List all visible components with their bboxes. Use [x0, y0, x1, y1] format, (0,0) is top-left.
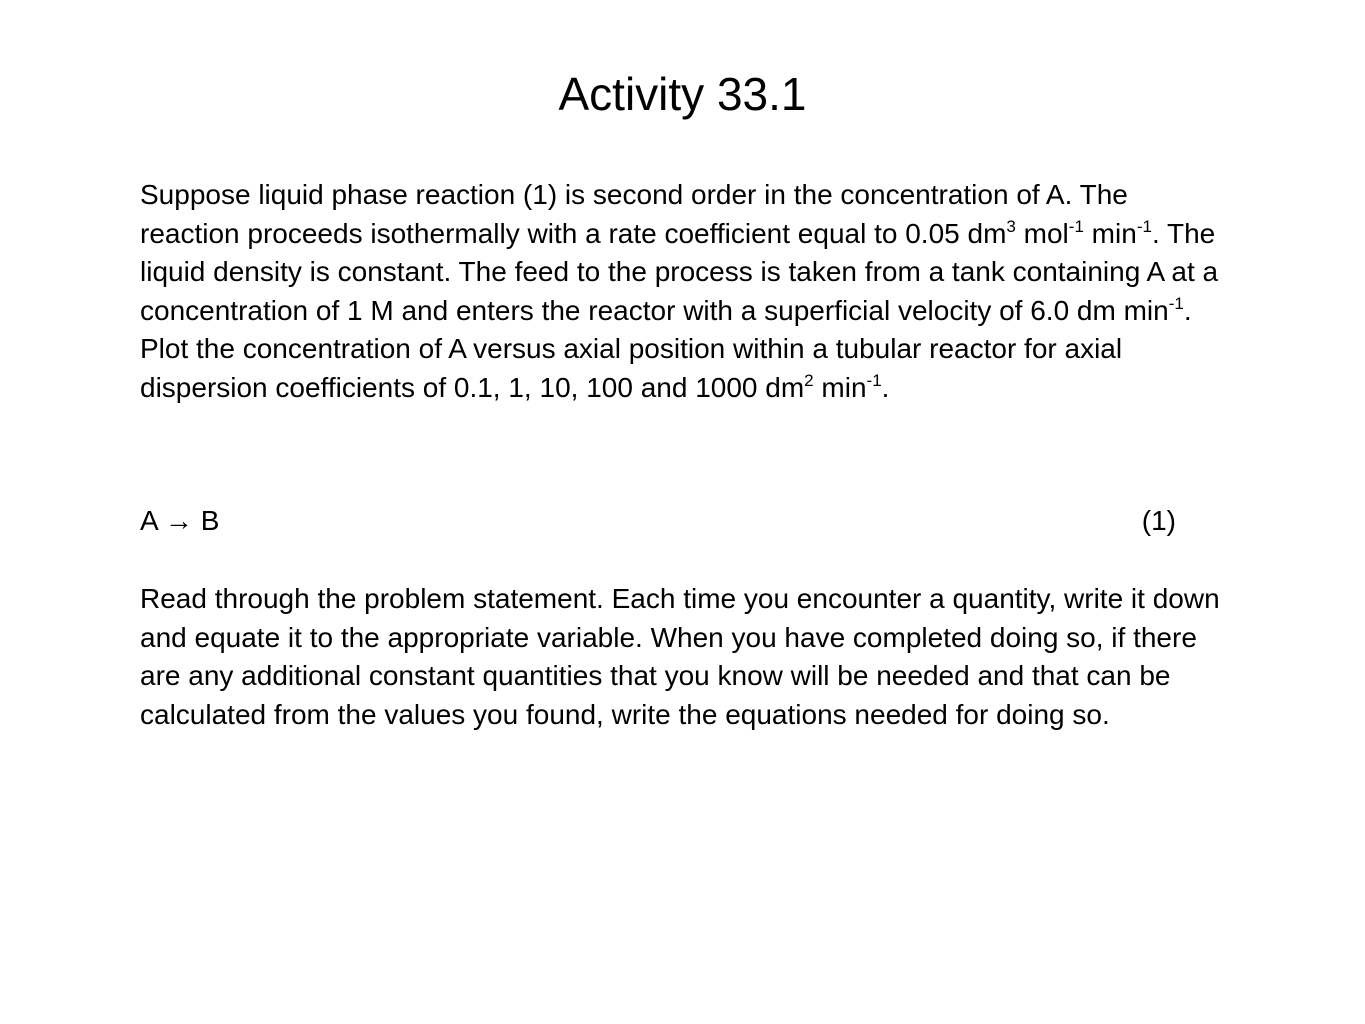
problem-text: . The liquid density is constant. The feed to the process is taken from a tank containing A at a concentration of 1 M and enters the reactor with a superficial velocity of 6.0 dm min	[140, 217, 1219, 326]
superscript: -1	[1136, 216, 1152, 236]
superscript: -1	[1068, 216, 1084, 236]
problem-text: min	[813, 371, 867, 403]
problem-text: mol	[1015, 217, 1069, 249]
superscript: -1	[1168, 293, 1184, 313]
equation-number: (1)	[1141, 505, 1176, 536]
page-title: Activity 33.1	[558, 67, 807, 120]
problem-text: Suppose liquid phase reaction (1) is second order in the concentration of A. The reaction proceeds isothermally with a rate coefficient equal to 0.05 dm	[140, 179, 1128, 249]
problem-text: .	[881, 371, 890, 403]
reaction-equation-row	[140, 502, 1176, 540]
superscript: 2	[804, 370, 814, 390]
problem-text: min	[1083, 217, 1137, 249]
superscript: 3	[1006, 216, 1016, 236]
reaction-equation: A → B	[140, 505, 220, 536]
problem-text: . Plot the concentration of A versus axial position within a tubular reactor for axial dispersion coefficients of 0.1, 1, 10, 100 and 1000 dm	[140, 294, 1192, 403]
instructions-paragraph: Read through the problem statement. Each time you encounter a quantity, write it down and equate it to the appropriate variable. When you have completed doing so, if there are any additional constant quantities that you know will be needed and that can be calculated from the values you found, write the equations needed for doing so.	[140, 583, 1220, 730]
problem-statement	[140, 176, 1230, 407]
superscript: -1	[866, 370, 882, 390]
